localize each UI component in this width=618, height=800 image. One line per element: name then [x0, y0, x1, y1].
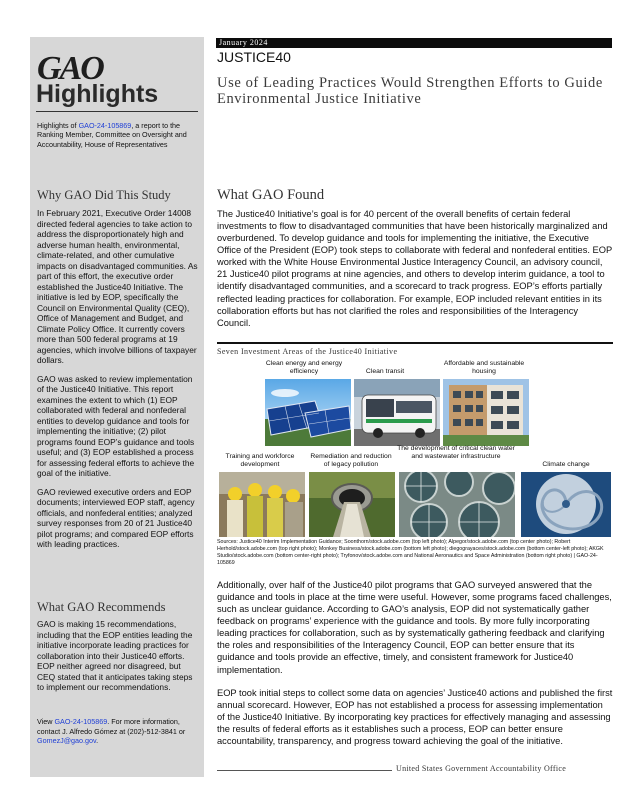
caption-clean-transit: Clean transit — [365, 368, 405, 375]
report-reference-prefix: Highlights of — [37, 121, 79, 130]
found-paragraph-2: Additionally, over half of the Justice40 pilot programs that GAO surveyed answered that the guidance and tools in place at the time were useful. However, some programs faced challenges, such as unclear guidance. According to GAO’s analysis, EOP did not systematically gather feedback on programs’ experience with the guidance and tools. By more fully incorporating leading practices for collaboration, such as by systematically gathering feedback and clarifying the roles and responsibilities of the Interagency Council, EOP can better ensure that its guidance and tools provide an effective, timely, and consistent framework for Justice40 implementation. — [217, 580, 612, 675]
caption-workforce: Training and workforce development — [225, 453, 295, 468]
contact-prefix: View — [37, 717, 55, 726]
solar-panels-photo — [265, 379, 351, 446]
found-heading: What GAO Found — [217, 187, 325, 203]
caption-housing: Affordable and sustainable housing — [443, 360, 525, 375]
highlights-title: Highlights — [36, 80, 159, 108]
figure-title: Seven Investment Areas of the Justice40 Initiative — [217, 347, 398, 356]
contact-end: . — [96, 736, 99, 746]
electric-bus-photo — [354, 379, 440, 446]
why-section — [37, 208, 199, 558]
report-number-link[interactable]: GAO-24-105869 — [78, 121, 132, 130]
workforce-photo — [219, 472, 305, 537]
report-reference — [37, 121, 201, 149]
investment-areas-figure — [217, 360, 613, 538]
contact-footer — [37, 717, 201, 746]
report-subtitle: Use of Leading Practices Would Strengthen Efforts to Guide Environmental Justice Initiative — [217, 75, 603, 107]
figure-sources: Sources: Justice40 Interim Implementation Guidance; Soonthorn/stock.adobe.com (top left photo); Alpegor/stock.adobe.com (top center photo); Robert Herhold/stock.adobe.com (top right photo); Monkey Business/stock.adobe.com (bottom left photo); diegograyaces/stock.adobe.com (bottom center-left photo); AKGK Studio/stock.adobe.com (bottom center-right photo); Tryfonov/stock.adobe.com and National Aeronautics and Space Administration (bottom right photo) | GAO-24-105869 — [217, 539, 604, 567]
why-paragraph: GAO was asked to review implementation of the Justice40 Initiative. This report examines the extent to which (1) EOP collaborated with federal and nonfederal entities to develop guidance and tools for implementing the initiative; (2) pilot programs found EOP’s guidance and tools useful; and (3) EOP established a process for assessing federal efforts to achieve the goal of the initiative. — [37, 373, 195, 478]
why-paragraph: GAO reviewed executive orders and EOP documents; interviewed EOP staff, agency officials, and nonfederal entities; analyzed survey responses from 20 of 21 Justice40 pilot programs; and compared EOP efforts with leading practices. — [37, 486, 195, 549]
found-paragraph-3: EOP took initial steps to collect some data on agencies’ Justice40 actions and published the first annual scorecard. However, EOP has not established a process for assessing implementation of the Justice40 Initiative. By incorporating key practices for effectively managing and assessing the results of federal efforts as it establishes such a process, EOP can better ensure accountability, transparency, and progress toward achieving the goal of the initiative. — [217, 688, 613, 747]
figure-divider — [217, 342, 613, 344]
title-divider — [36, 111, 198, 112]
caption-remediation: Remediation and reduction of legacy pollution — [310, 453, 392, 468]
found-paragraph-1: The Justice40 Initiative’s goal is for 40 percent of the overall benefits of certain federal investments to flow to disadvantaged communities that have been historically marginalized and overburdened. To develop guidance and tools for implementing the initiative, the Executive Office of the President (EOP) took steps to collaborate with federal and nonfederal entities. EOP worked with the White House Environmental Justice Interagency Council, an advisory council, 21 Justice40 pilot programs at nine agencies, and others to develop interim guidance, a tool to identify disadvantaged communities, and a scorecard to track progress. EOP’s efforts partially reflected leading practices for collaboration. For example, EOP included relevant entities in its collaboration efforts but has not clarified the roles and responsibilities of the Interagency Council. — [217, 209, 612, 328]
hurricane-photo — [521, 472, 611, 537]
recommends-heading: What GAO Recommends — [37, 600, 166, 614]
contact-text: . For more information, contact J. Alfredo Gómez at (202)-512-3841 or — [37, 717, 186, 736]
date-bar — [216, 38, 612, 48]
recommends-section — [37, 619, 199, 701]
recommends-paragraph: GAO is making 15 recommendations, including that the EOP entities leading the initiative incorporate leading practices for collaboration into their Justice40 efforts. EOP neither agreed nor disagreed, but CEQ stated that it anticipates taking steps to implement our recommendations. — [37, 619, 193, 692]
why-paragraph: In February 2021, Executive Order 14008 directed federal agencies to take action to address the disproportionately high and adverse human health, environmental, climate-related, and other cumulative impacts on disadvantaged communities. As part of this effort, the executive order established the Justice40 Initiative. The initiative is led by EOP, specifically the Council on Environmental Quality (CEQ), Office of Management and Budget, and Climate Policy Office. It currently covers more than 500 federal programs at 19 agencies, which involve billions of taxpayer dollars. — [37, 208, 198, 365]
housing-photo — [443, 379, 529, 446]
remediation-photo — [309, 472, 395, 537]
email-link[interactable]: GomezJ@gao.gov — [37, 736, 97, 746]
report-reference-suffix: , a report to the Ranking Member, Committee on Oversight and Accountability, House of Representatives — [37, 121, 187, 149]
caption-clean-energy: Clean energy and energy efficiency — [265, 360, 343, 375]
caption-climate-change: Climate change — [542, 461, 590, 468]
gao-logo: GAO — [37, 50, 103, 87]
report-link[interactable]: GAO-24-105869 — [54, 717, 108, 726]
why-heading: Why GAO Did This Study — [37, 188, 171, 202]
report-title: JUSTICE40 — [217, 49, 291, 65]
agency-name: United States Government Accountability Office — [396, 764, 567, 773]
report-date: January 2024 — [219, 38, 268, 47]
water-treatment-photo — [399, 472, 515, 537]
footer-divider — [217, 770, 392, 771]
caption-clean-water: The development of critical clean water and wastewater infrastructure — [397, 445, 515, 460]
